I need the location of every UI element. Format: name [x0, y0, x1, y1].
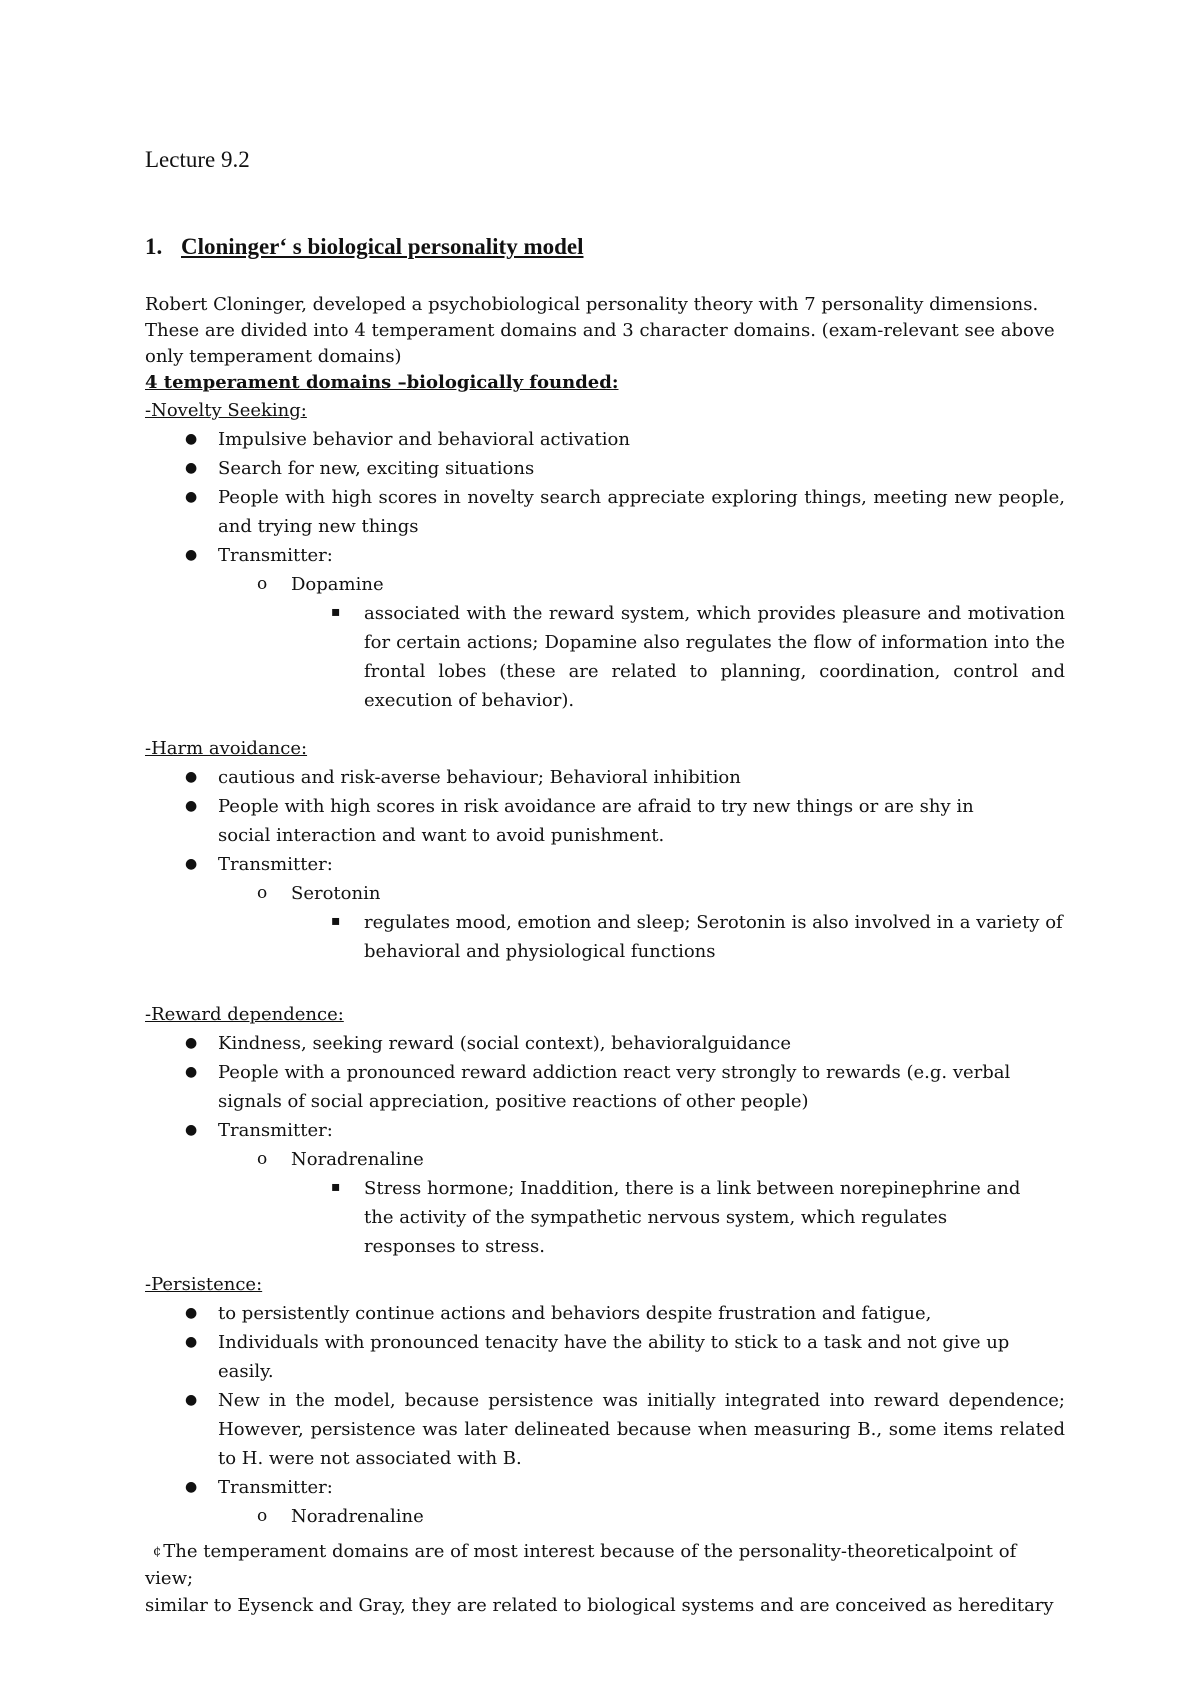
section-title: -Persistence:	[145, 1274, 263, 1295]
bullet-item: ● Kindness, seeking reward (social context), behavioralguidance	[145, 1029, 1065, 1058]
section-number: 1.	[145, 234, 163, 259]
bullet-item: ● People with high scores in risk avoidance are afraid to try new things or are shy in social interaction and want to avoid punishment.	[145, 792, 1008, 850]
bullet-icon: ●	[185, 1305, 198, 1321]
intro-line: only temperament domains)	[145, 346, 402, 367]
bullet-icon: ●	[185, 1035, 198, 1051]
circle-bullet-icon: o	[257, 1506, 268, 1526]
section-harm-avoidance	[145, 734, 1065, 966]
temperament-heading: 4 temperament domains –biologically founded:	[145, 372, 619, 393]
bullet-item: ● New in the model, because persistence was initially integrated into reward dependence; However, persistence was later delineated because when measuring B., some items related to H. were not associated with B.	[145, 1386, 1065, 1473]
square-bullet-icon: ▪	[331, 913, 341, 929]
section-title: -Novelty Seeking:	[145, 400, 307, 421]
bullet-item: ● People with high scores in novelty search appreciate exploring things, meeting new people, and trying new things	[145, 483, 1065, 541]
bullet-icon: ●	[185, 460, 198, 476]
detail-item: ▪ associated with the reward system, which provides pleasure and motivation for certain actions; Dopamine also regulates the flow of information into the frontal lobes (these are related to planning, coordination, control and execution of behavior).	[291, 599, 1065, 715]
bullet-icon: ●	[185, 1064, 198, 1080]
closing-note-line: ¢ The temperament domains are of most interest because of the personality-theoreticalpoint of view;	[145, 1541, 1017, 1589]
square-bullet-icon: ▪	[331, 604, 341, 620]
bullet-icon: ●	[185, 1334, 198, 1350]
lecture-title: Lecture 9.2	[145, 147, 250, 172]
bullet-icon: ●	[185, 1122, 198, 1138]
intro-line: These are divided into 4 temperament domains and 3 character domains. (exam-relevant see above	[145, 320, 1055, 341]
bullet-item: ● Transmitter: o Dopamine ▪ associated with the reward system, which provides pleasure and motivation for certain actions; Dopamine also regulates the flow of information into the frontal lobes (these are related to planning, coordination, control and execution of behavior).	[145, 541, 1065, 715]
section-persistence	[145, 1270, 1065, 1531]
circle-bullet-icon: o	[257, 883, 268, 903]
section-title: -Reward dependence:	[145, 1004, 344, 1025]
bullet-icon: ●	[185, 1479, 198, 1495]
section-heading	[145, 234, 584, 260]
bullet-icon: ●	[185, 856, 198, 872]
bullet-icon: ●	[185, 489, 198, 505]
bullet-item: ● People with a pronounced reward addiction react very strongly to rewards (e.g. verbal signals of social appreciation, positive reactions of other people)	[145, 1058, 1065, 1116]
bullet-icon: ●	[185, 1392, 198, 1408]
bullet-item: ● to persistently continue actions and behaviors despite frustration and fatigue,	[145, 1299, 1065, 1328]
intro-line: Robert Cloninger, developed a psychobiological personality theory with 7 personality dimensions.	[145, 294, 1039, 315]
section-novelty-seeking	[145, 396, 1065, 715]
bullet-item: ● Transmitter: o Serotonin ▪ regulates mood, emotion and sleep; Serotonin is also involved in a variety of behavioral and physiological functions	[145, 850, 1065, 966]
sub-bullet-item: o Serotonin ▪ regulates mood, emotion and sleep; Serotonin is also involved in a variety of behavioral and physiological functions	[218, 879, 1065, 966]
bullet-item: ● Impulsive behavior and behavioral activation	[145, 425, 1065, 454]
bullet-icon: ●	[185, 798, 198, 814]
section-reward-dependence	[145, 1000, 1065, 1261]
closing-note	[145, 1538, 1065, 1619]
section-title: -Harm avoidance:	[145, 738, 308, 759]
detail-item: ▪ Stress hormone; Inaddition, there is a link between norepinephrine and the activity of the sympathetic nervous system, which regulates responses to stress.	[291, 1174, 1044, 1261]
circle-bullet-icon: o	[257, 1149, 268, 1169]
sub-bullet-item: o Noradrenaline ▪ Stress hormone; Inaddition, there is a link between norepinephrine and the activity of the sympathetic nervous system, which regulates responses to stress.	[218, 1145, 1065, 1261]
intro-paragraph	[145, 292, 1065, 396]
sub-bullet-item: o Dopamine ▪ associated with the reward system, which provides pleasure and motivation for certain actions; Dopamine also regulates the flow of information into the frontal lobes (these are related to planning, coordination, control and execution of behavior).	[218, 570, 1065, 715]
closing-note-line: similar to Eysenck and Gray, they are related to biological systems and are conceived as hereditary	[145, 1595, 1054, 1616]
bullet-item: ● Individuals with pronounced tenacity have the ability to stick to a task and not give up easily.	[145, 1328, 1065, 1386]
bullet-item: ● Search for new, exciting situations	[145, 454, 1065, 483]
bullet-icon: ●	[185, 547, 198, 563]
bullet-icon: ●	[185, 431, 198, 447]
circle-bullet-icon: o	[257, 574, 268, 594]
square-bullet-icon: ▪	[331, 1179, 341, 1195]
sub-bullet-item: o Noradrenaline	[218, 1502, 1065, 1531]
detail-item: ▪ regulates mood, emotion and sleep; Serotonin is also involved in a variety of behavioral and physiological functions	[291, 908, 1064, 966]
section-heading-text: Cloninger‘ s biological personality model	[181, 234, 584, 259]
bullet-item: ● Transmitter: o Noradrenaline	[145, 1473, 1065, 1531]
bullet-item: ● cautious and risk-averse behaviour; Behavioral inhibition	[145, 763, 1065, 792]
bullet-icon: ●	[185, 769, 198, 785]
bullet-item: ● Transmitter: o Noradrenaline ▪ Stress hormone; Inaddition, there is a link between norepinephrine and the activity of the sympathetic nervous system, which regulates responses to stress.	[145, 1116, 1065, 1261]
note-symbol-icon: ¢	[153, 1544, 162, 1559]
